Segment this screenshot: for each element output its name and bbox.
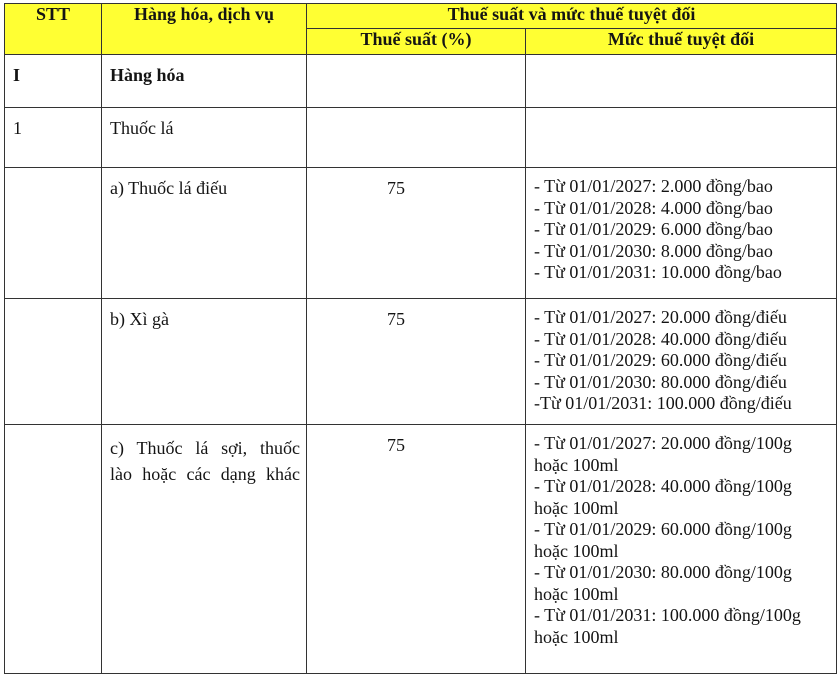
row-i-rate — [307, 55, 526, 108]
row-b-stt — [5, 299, 102, 425]
row-a-line-5: - Từ 01/01/2031: 10.000 đồng/bao — [534, 262, 782, 282]
row-b-line-2: - Từ 01/01/2028: 40.000 đồng/điếu — [534, 328, 787, 349]
row-b-line-4: - Từ 01/01/2030: 80.000 đồng/điếu — [534, 371, 787, 392]
row-c-line-10: hoặc 100ml — [534, 626, 619, 647]
header-absolute: Mức thuế tuyệt đối — [526, 29, 837, 55]
header-row-1 — [5, 4, 837, 29]
row-1-stt: 1 — [5, 108, 102, 168]
row-c-line-4: hoặc 100ml — [534, 497, 619, 518]
row-c-absolute — [526, 425, 837, 674]
row-1-rate — [307, 108, 526, 168]
table-row-cigars — [5, 299, 837, 425]
row-c-line-5: - Từ 01/01/2029: 60.000 đồng/100g — [534, 519, 792, 539]
row-c-line-8: hoặc 100ml — [534, 583, 619, 604]
row-a-name: a) Thuốc lá điếu — [102, 168, 307, 299]
row-c-line-7: - Từ 01/01/2030: 80.000 đồng/100g — [534, 562, 792, 582]
row-c-name — [102, 425, 307, 674]
row-c-line-9: - Từ 01/01/2031: 100.000 đồng/100g — [534, 605, 801, 625]
tax-table — [4, 3, 837, 674]
row-c-rate — [307, 425, 526, 674]
header-stt: STT — [5, 4, 102, 55]
row-a-line-2: - Từ 01/01/2028: 4.000 đồng/bao — [534, 197, 773, 218]
row-c-line-3: - Từ 01/01/2028: 40.000 đồng/100g — [534, 476, 792, 496]
header-goods: Hàng hóa, dịch vụ — [102, 4, 307, 55]
row-a-line-4: - Từ 01/01/2030: 8.000 đồng/bao — [534, 240, 773, 261]
row-1-name: Thuốc lá — [102, 108, 307, 168]
table-row-section-i — [5, 55, 837, 108]
row-c-rate-value: 75 — [387, 435, 405, 455]
row-b-name: b) Xì gà — [102, 299, 307, 425]
row-b-rate-value: 75 — [387, 309, 405, 329]
row-a-line-1: - Từ 01/01/2027: 2.000 đồng/bao — [534, 176, 773, 196]
row-a-rate-value: 75 — [387, 178, 405, 198]
row-b-rate — [307, 299, 526, 425]
row-i-absolute — [526, 55, 837, 108]
row-i-stt: I — [5, 55, 102, 108]
row-a-stt — [5, 168, 102, 299]
row-c-line-6: hoặc 100ml — [534, 540, 619, 561]
row-c-stt — [5, 425, 102, 674]
header-tax-group: Thuế suất và mức thuế tuyệt đối — [307, 4, 837, 29]
table-row-cigarettes — [5, 168, 837, 299]
row-a-absolute — [526, 168, 837, 299]
row-c-line-2: hoặc 100ml — [534, 454, 619, 475]
row-b-line-3: - Từ 01/01/2029: 60.000 đồng/điếu — [534, 350, 787, 370]
header-rate: Thuế suất (%) — [307, 29, 526, 55]
row-1-absolute — [526, 108, 837, 168]
row-a-line-3: - Từ 01/01/2029: 6.000 đồng/bao — [534, 219, 773, 239]
row-c-line-1: - Từ 01/01/2027: 20.000 đồng/100g — [534, 433, 792, 453]
row-c-name-line-2: lào hoặc các dạng khác — [110, 464, 300, 484]
table-row-shredded-tobacco — [5, 425, 837, 674]
row-i-name: Hàng hóa — [102, 55, 307, 108]
row-a-rate — [307, 168, 526, 299]
row-b-line-5: -Từ 01/01/2031: 100.000 đồng/điếu — [534, 393, 792, 413]
row-b-line-1: - Từ 01/01/2027: 20.000 đồng/điếu — [534, 307, 787, 327]
table-row-item-1 — [5, 108, 837, 168]
row-b-absolute — [526, 299, 837, 425]
row-c-name-line-1: c) Thuốc lá sợi, thuốc — [110, 438, 300, 458]
